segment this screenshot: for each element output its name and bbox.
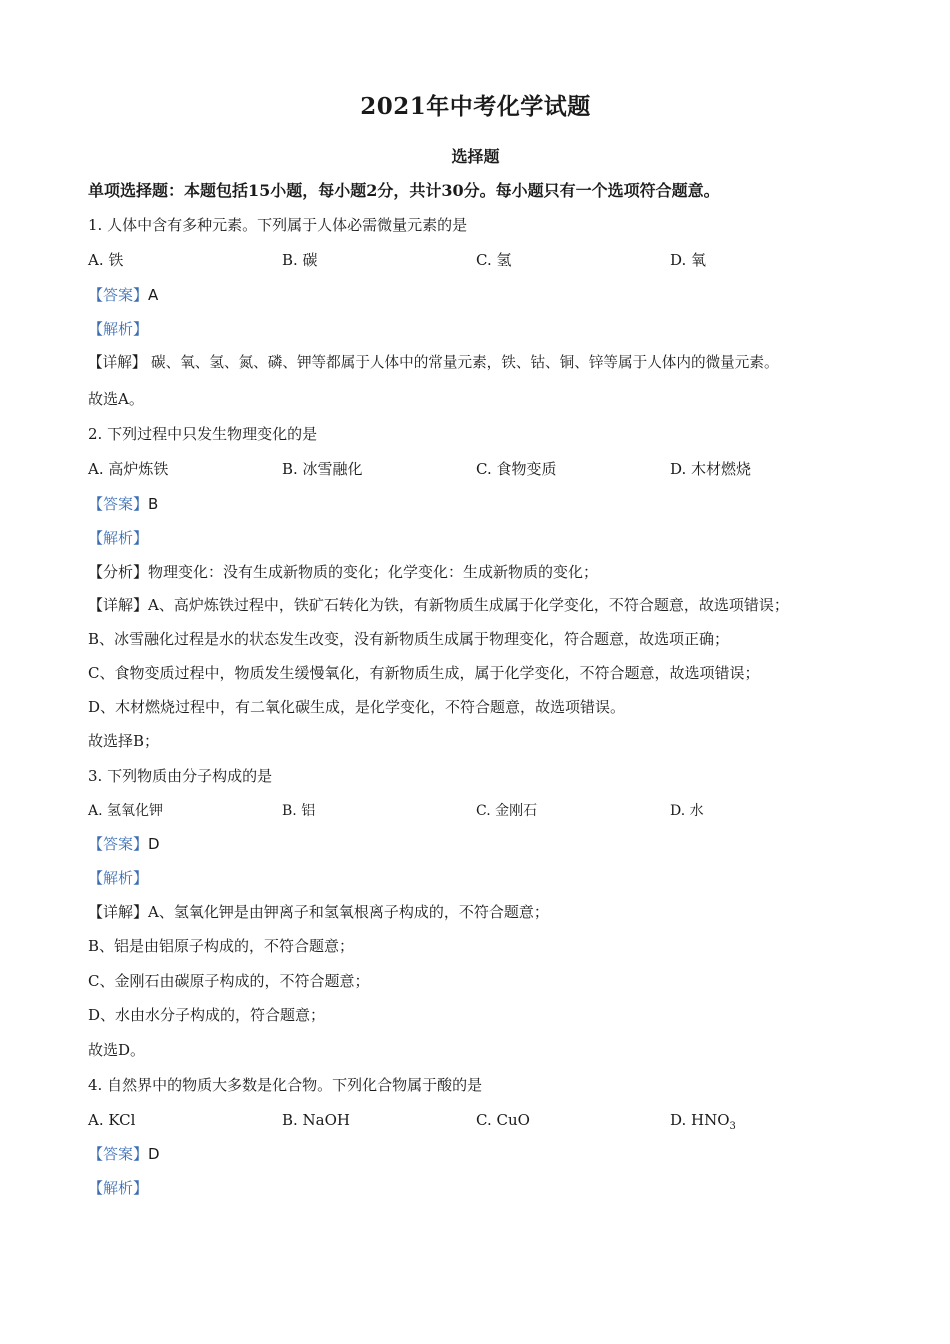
q2-analysis-note: 【分析】物理变化：没有生成新物质的变化；化学变化：生成新物质的变化； bbox=[88, 563, 599, 581]
q2-conclusion: 故选择B； bbox=[88, 732, 160, 750]
q3-detail-d: D、水由水分子构成的，符合题意； bbox=[88, 1006, 326, 1024]
q2-analysis-label: 【解析】 bbox=[88, 529, 149, 547]
q3-option-d: D. 水 bbox=[670, 803, 704, 819]
q1-conclusion: 故选A。 bbox=[88, 390, 144, 408]
q2-detail-b: B、冰雪融化过程是水的状态发生改变，没有新物质生成属于物理变化，符合题意，故选项正确； bbox=[88, 630, 730, 648]
q4-option-a: A. KCl bbox=[88, 1111, 136, 1129]
q4-option-c: C. CuO bbox=[476, 1111, 530, 1129]
section-title: 选择题 bbox=[451, 147, 500, 166]
answer-label: 【答案】 bbox=[88, 286, 149, 304]
answer-value: D bbox=[148, 1145, 160, 1163]
q2-option-a: A. 高炉炼铁 bbox=[88, 460, 169, 478]
answer-value: D bbox=[148, 835, 160, 853]
q2-option-d: D. 木材燃烧 bbox=[670, 460, 752, 478]
q3-detail-c: C、金刚石由碳原子构成的，不符合题意； bbox=[88, 972, 370, 990]
answer-value: A bbox=[148, 286, 159, 304]
q1-option-c: C. 氢 bbox=[476, 251, 512, 269]
q4-answer bbox=[88, 1144, 160, 1164]
q4-option-d bbox=[670, 1110, 736, 1137]
answer-label: 【答案】 bbox=[88, 495, 149, 513]
q3-detail-a: 【详解】A、氢氧化钾是由钾离子和氢氧根离子构成的，不符合题意； bbox=[88, 903, 549, 921]
q2-detail-a: 【详解】A、高炉炼铁过程中，铁矿石转化为铁，有新物质生成属于化学变化，不符合题意，故选项错误； bbox=[88, 596, 789, 614]
q3-detail-b: B、铝是由铝原子构成的，不符合题意； bbox=[88, 937, 355, 955]
q4-option-d-subscript: 3 bbox=[729, 1121, 736, 1132]
q1-answer bbox=[88, 285, 158, 305]
question-2-stem: 2. 下列过程中只发生物理变化的是 bbox=[88, 425, 318, 443]
answer-label: 【答案】 bbox=[88, 835, 149, 853]
q3-option-a: A. 氢氧化钾 bbox=[88, 803, 164, 819]
section-instruction: 单项选择题：本题包括15小题，每小题2分，共计30分。每小题只有一个选项符合题意。 bbox=[88, 181, 720, 200]
q1-option-a: A. 铁 bbox=[88, 251, 124, 269]
answer-label: 【答案】 bbox=[88, 1145, 149, 1163]
question-4-stem: 4. 自然界中的物质大多数是化合物。下列化合物属于酸的是 bbox=[88, 1076, 483, 1094]
q4-analysis-label: 【解析】 bbox=[88, 1179, 149, 1197]
q2-detail-c: C、食物变质过程中，物质发生缓慢氧化，有新物质生成，属于化学变化，不符合题意，故选项错误； bbox=[88, 664, 760, 682]
q2-answer bbox=[88, 494, 158, 514]
q1-option-d: D. 氧 bbox=[670, 251, 707, 269]
q3-option-b: B. 铝 bbox=[282, 803, 316, 819]
q4-option-b: B. NaOH bbox=[282, 1111, 351, 1129]
q3-conclusion: 故选D。 bbox=[88, 1041, 146, 1059]
q1-option-b: B. 碳 bbox=[282, 251, 318, 269]
q3-analysis-label: 【解析】 bbox=[88, 869, 149, 887]
q2-option-b: B. 冰雪融化 bbox=[282, 460, 363, 478]
q2-option-c: C. 食物变质 bbox=[476, 460, 557, 478]
q3-option-c: C. 金刚石 bbox=[476, 803, 538, 819]
q4-option-d-formula: D. HNO bbox=[670, 1111, 730, 1129]
page-title: 2021年中考化学试题 bbox=[360, 93, 591, 120]
q2-detail-d: D、木材燃烧过程中，有二氧化碳生成，是化学变化，不符合题意，故选项错误。 bbox=[88, 698, 626, 716]
q1-detail: 【详解】 碳、氧、氢、氮、磷、钾等都属于人体中的常量元素，铁、钴、铜、锌等属于人体内的微量元素。 bbox=[88, 354, 779, 371]
question-1-stem: 1. 人体中含有多种元素。下列属于人体必需微量元素的是 bbox=[88, 216, 468, 234]
answer-value: B bbox=[148, 495, 159, 513]
question-3-stem: 3. 下列物质由分子构成的是 bbox=[88, 767, 273, 785]
q3-answer bbox=[88, 834, 160, 854]
q1-analysis-label: 【解析】 bbox=[88, 320, 149, 338]
